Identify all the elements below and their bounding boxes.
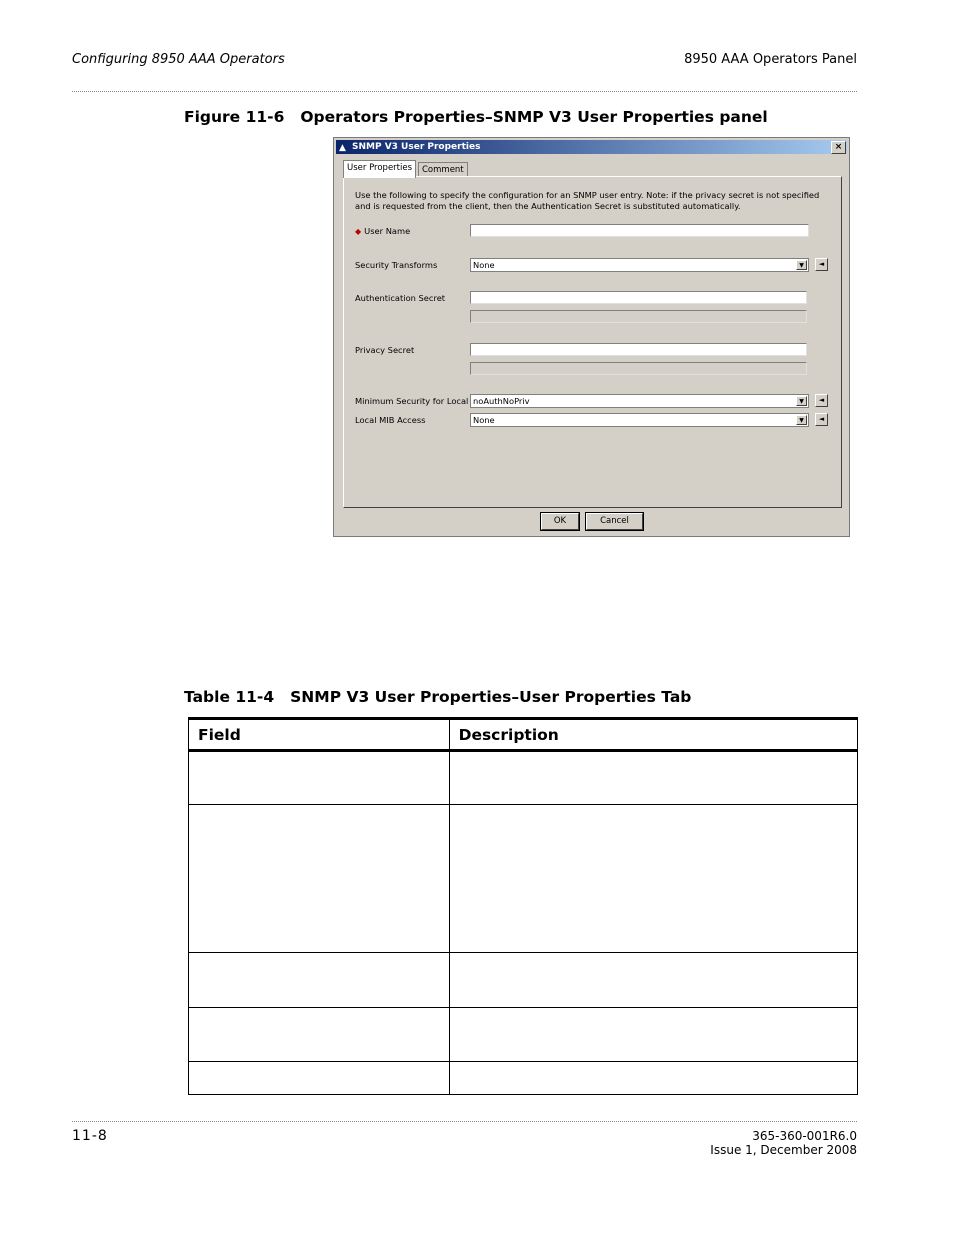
table-caption <box>184 688 691 706</box>
table-row <box>189 953 858 1008</box>
tab-user-properties[interactable]: User Properties <box>343 160 416 178</box>
document-id <box>710 1129 857 1157</box>
figure-title: Operators Properties–SNMP V3 User Properties panel <box>300 108 768 126</box>
tab-comment[interactable]: Comment <box>418 162 468 178</box>
cancel-button[interactable]: Cancel <box>586 513 643 530</box>
table-cell-field <box>189 953 450 1008</box>
authentication-secret-field[interactable] <box>470 291 807 304</box>
table-title: SNMP V3 User Properties–User Properties Tab <box>290 688 692 706</box>
privacy-secret-confirm-field <box>470 362 807 375</box>
local-mib-access-label: Local MIB Access <box>355 415 426 425</box>
privacy-secret-label: Privacy Secret <box>355 345 415 355</box>
table-cell-description <box>449 1062 857 1095</box>
security-transforms-value: None <box>473 260 495 270</box>
doc-number: 365-360-001R6.0 <box>752 1129 857 1143</box>
minimum-security-label: Minimum Security for Local <box>355 396 469 406</box>
local-mib-access-value: None <box>473 415 495 425</box>
chevron-down-icon[interactable]: ▼ <box>796 260 807 270</box>
minimum-security-select[interactable] <box>470 394 809 408</box>
chevron-down-icon[interactable]: ▼ <box>796 415 807 425</box>
table-number: Table 11-4 <box>184 688 275 706</box>
instruction-note: Use the following to specify the configuration for an SNMP user entry. Note: if the privacy secret is not specified and is requested from the client, then the Authentication Secret is substituted automatically. <box>355 190 820 211</box>
local-mib-access-nav-button[interactable]: ◄ <box>815 413 828 426</box>
chevron-down-icon[interactable]: ▼ <box>796 396 807 406</box>
table-row <box>189 1062 858 1095</box>
header-divider <box>72 91 857 92</box>
user-properties-panel <box>343 176 842 508</box>
snmp-v3-user-properties-dialog <box>333 137 850 537</box>
minimum-security-nav-button[interactable]: ◄ <box>815 394 828 407</box>
dialog-title-bar <box>336 140 847 154</box>
user-name-label <box>355 226 410 236</box>
table-row <box>189 751 858 805</box>
user-name-field[interactable] <box>470 224 809 237</box>
running-header-section: 8950 AAA Operators Panel <box>684 52 857 67</box>
user-properties-table <box>188 717 858 1095</box>
table-row <box>189 1008 858 1062</box>
table-cell-description <box>449 953 857 1008</box>
table-cell-description <box>449 751 857 805</box>
local-mib-access-select[interactable] <box>470 413 809 427</box>
figure-number: Figure 11-6 <box>184 108 285 126</box>
table-cell-field <box>189 805 450 953</box>
security-transforms-select[interactable] <box>470 258 809 272</box>
ok-button[interactable]: OK <box>541 513 579 530</box>
dialog-title: SNMP V3 User Properties <box>352 142 481 152</box>
security-transforms-nav-button[interactable]: ◄ <box>815 258 828 271</box>
running-header-title: Configuring 8950 AAA Operators <box>72 52 285 67</box>
authentication-secret-label: Authentication Secret <box>355 293 446 303</box>
user-name-label-text: User Name <box>364 226 411 236</box>
table-cell-description <box>449 1008 857 1062</box>
authentication-secret-confirm-field <box>470 310 807 323</box>
table-cell-field <box>189 751 450 805</box>
issue-date: Issue 1, December 2008 <box>710 1143 857 1157</box>
page-number: 11-8 <box>72 1128 108 1144</box>
privacy-secret-field[interactable] <box>470 343 807 356</box>
footer-divider <box>72 1121 857 1122</box>
app-icon: ▲ <box>339 143 346 153</box>
table-header-row <box>189 719 858 751</box>
required-icon: ◆ <box>355 227 362 236</box>
figure-caption <box>184 108 768 126</box>
table-row <box>189 805 858 953</box>
table-cell-description <box>449 805 857 953</box>
security-transforms-label: Security Transforms <box>355 260 438 270</box>
column-header-field: Field <box>189 719 450 751</box>
close-button[interactable]: × <box>831 141 846 154</box>
column-header-description: Description <box>449 719 857 751</box>
minimum-security-value: noAuthNoPriv <box>473 396 530 406</box>
table-cell-field <box>189 1008 450 1062</box>
table-cell-field <box>189 1062 450 1095</box>
